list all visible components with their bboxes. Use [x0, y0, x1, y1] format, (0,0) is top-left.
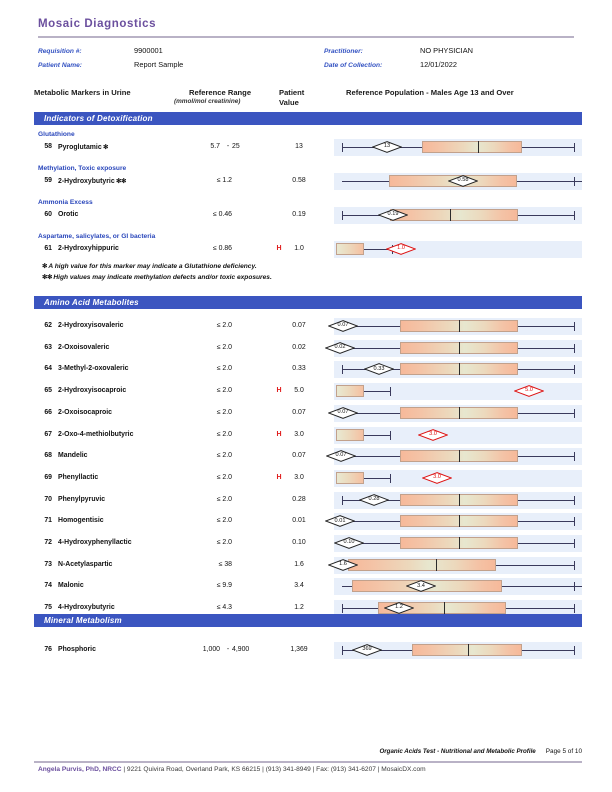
col-header-patient-value: Value: [279, 98, 299, 107]
patient-value-marker-label: 1.0: [397, 245, 405, 252]
row-index: 70: [44, 495, 52, 503]
value-graph: [334, 139, 582, 156]
row-index: 65: [44, 387, 52, 395]
value-graph: [334, 492, 582, 509]
row-index: 62: [44, 322, 52, 329]
reference-limit: ≤ 2.0: [216, 343, 232, 351]
analyte-name: 2-Hydroxybutyric ✻✻: [58, 178, 126, 185]
graph-tick: [574, 177, 575, 186]
row-index: 71: [44, 517, 52, 525]
row-index: 58: [44, 143, 52, 150]
graph-tick: [342, 143, 343, 152]
reference-limit: ≤ 2.0: [216, 517, 232, 525]
row-index: 60: [44, 211, 52, 218]
patient-value: 3.0: [294, 430, 304, 438]
reference-dash: -: [226, 143, 230, 150]
patient-value-marker-label: 0.07: [337, 322, 349, 329]
footer-title-text: Organic Acids Test - Nutritional and Metabolic Profile: [379, 748, 536, 755]
footnote-marker-icon: ✻: [42, 263, 49, 270]
row-index: 73: [44, 560, 52, 568]
median-marker: [436, 559, 437, 571]
analyte-name: Phenylpyruvic: [58, 495, 106, 503]
table-row: [34, 535, 582, 552]
row-index: 66: [44, 408, 52, 416]
patient-value: 3.4: [294, 582, 304, 590]
graph-tick: [574, 582, 575, 591]
practitioner-label: Practitioner:: [324, 48, 363, 55]
patient-value-marker: [328, 559, 358, 571]
patient-value: 0.33: [292, 365, 306, 373]
row-index: 63: [44, 343, 52, 351]
graph-tick: [574, 496, 575, 505]
value-graph: [334, 340, 582, 357]
patient-value-marker: [359, 494, 389, 506]
table-row: [34, 173, 582, 190]
patient-value-marker-label: 0.07: [337, 409, 349, 415]
value-graph: [334, 241, 582, 258]
analyte-name: 2-Oxoisovaleric: [58, 343, 110, 351]
group-label: Methylation, Toxic exposure: [38, 165, 127, 172]
graph-tick: [342, 496, 343, 505]
table-row: [34, 578, 582, 595]
patient-value-marker-label: 369: [362, 646, 372, 653]
footnote-marker-icon: ✻✻: [114, 178, 126, 185]
brand-header: [38, 18, 574, 38]
table-row: [34, 557, 582, 574]
footer-report-title: [379, 748, 582, 755]
footnote-2: [42, 273, 272, 281]
patient-value: 0.07: [292, 322, 306, 329]
value-graph: [334, 448, 582, 465]
table-row: [34, 470, 582, 487]
graph-axis: [364, 391, 390, 392]
col-header-markers: Metabolic Markers in Urine: [34, 88, 131, 97]
value-graph: [334, 557, 582, 574]
reference-limit: ≤ 2.0: [216, 539, 232, 546]
footnote-1: [42, 262, 257, 270]
patient-value-marker: [334, 537, 364, 549]
reference-range-box: [336, 385, 364, 397]
row-index: 67: [44, 430, 52, 438]
patient-value: 0.58: [292, 177, 306, 184]
analyte-name: Mandelic: [58, 452, 88, 460]
table-row: [34, 207, 582, 224]
reference-limit: ≤ 2.0: [216, 473, 232, 481]
patient-value-marker: [378, 209, 408, 221]
footnote-marker-icon: ✻✻: [42, 274, 54, 281]
patient-value: 0.07: [292, 408, 306, 416]
patient-value-marker: [328, 320, 358, 332]
patient-value-marker-label: 1.2: [395, 604, 403, 611]
graph-tick: [574, 409, 575, 418]
table-row: [34, 513, 582, 530]
patient-value: 0.28: [292, 495, 306, 503]
table-column-headers: [34, 88, 582, 112]
footer-divider: [34, 761, 582, 763]
patient-value-marker-label: 0.10: [343, 539, 355, 546]
median-marker: [459, 494, 460, 506]
graph-axis: [364, 435, 390, 436]
patient-value-marker-label: 0.07: [335, 452, 347, 459]
row-index: 72: [44, 539, 52, 546]
value-graph: [334, 207, 582, 224]
group-label: Glutathione: [38, 131, 75, 138]
patient-value-marker: [325, 342, 355, 354]
patient-value: 3.0: [294, 473, 304, 481]
median-marker: [450, 209, 451, 221]
analyte-name: Orotic: [58, 211, 79, 218]
row-index: 74: [44, 582, 52, 590]
patient-value: 0.02: [292, 343, 306, 351]
practitioner-value: NO PHYSICIAN: [420, 46, 473, 55]
patient-value: 1.0: [294, 245, 304, 252]
patient-value-marker: [325, 515, 355, 527]
col-header-patient: Patient: [279, 88, 305, 97]
group-label: Aspartame, salicylates, or GI bacteria: [38, 233, 156, 240]
table-row: [34, 492, 582, 509]
patient-value: 1,369: [290, 646, 308, 653]
high-flag-badge: H: [276, 430, 282, 438]
patient-value-marker: [328, 407, 358, 419]
footer-contact-details: | 9221 Quivira Road, Overland Park, KS 66215 | (913) 341-8949 | Fax: (913) 341-6207 | MosaicDX.com: [121, 766, 426, 773]
reference-low: 5.7: [210, 143, 220, 150]
patient-value-marker: [406, 580, 436, 592]
high-flag-badge: H: [276, 245, 282, 252]
reference-range-box: [422, 141, 522, 153]
row-index: 59: [44, 177, 52, 184]
patient-value-marker: [384, 602, 414, 614]
analyte-name: 2-Hydroxyhippuric: [58, 245, 119, 252]
value-graph: [334, 405, 582, 422]
graph-tick: [574, 143, 575, 152]
requisition-label: Requisition #:: [38, 48, 82, 55]
patient-value-marker: [352, 644, 382, 656]
median-marker: [459, 537, 460, 549]
analyte-name: 2-Hydroxyisovaleric: [58, 322, 124, 329]
section-header-3: Mineral Metabolism: [34, 614, 582, 627]
median-marker: [444, 602, 445, 614]
patient-value-marker-label: 3.0: [433, 474, 441, 481]
median-marker: [478, 141, 479, 153]
reference-limit: ≤ 38: [218, 560, 232, 568]
median-marker: [459, 515, 460, 527]
graph-tick: [574, 646, 575, 655]
reference-limit: ≤ 2.0: [216, 387, 232, 395]
graph-tick: [574, 344, 575, 353]
patient-value: 0.19: [292, 211, 306, 218]
graph-tick: [342, 604, 343, 613]
graph-tick: [574, 539, 575, 548]
reference-limit: ≤ 9.9: [216, 582, 232, 590]
patient-value-marker-label: 13: [383, 143, 391, 150]
patient-value: 13: [295, 143, 303, 150]
table-row: [34, 340, 582, 357]
table-row: [34, 427, 582, 444]
reference-limit: ≤ 0.46: [212, 211, 232, 218]
collection-date-label: Date of Collection:: [324, 62, 383, 69]
table-row: [34, 405, 582, 422]
reference-range-box: [336, 472, 364, 484]
footnote-text: High values may indicate methylation defects and/or toxic exposures.: [53, 274, 272, 281]
reference-limit: ≤ 2.0: [216, 495, 232, 503]
analyte-name: 2-Oxoisocaproic: [58, 408, 112, 416]
value-graph: [334, 318, 582, 335]
graph-tick: [390, 387, 391, 396]
footer-page-number: Page 5 of 10: [545, 748, 582, 755]
median-marker: [459, 450, 460, 462]
meta-row-patient: [38, 60, 578, 74]
patient-value-marker-label: 0.19: [387, 211, 399, 218]
patient-value: 0.01: [292, 517, 306, 525]
median-marker: [459, 320, 460, 332]
patient-value: 1.2: [294, 604, 304, 612]
patient-value-marker-label: 0.01: [334, 517, 346, 524]
patient-name-value: Report Sample: [134, 60, 184, 69]
section-header-2: Amino Acid Metabolites: [34, 296, 582, 309]
row-index: 64: [44, 365, 52, 373]
reference-range-box: [336, 429, 364, 441]
graph-tick: [574, 211, 575, 220]
graph-tick: [342, 365, 343, 374]
value-graph: [334, 513, 582, 530]
patient-name-label: Patient Name:: [38, 62, 82, 69]
header-divider: [38, 36, 574, 38]
section-header-1: Indicators of Detoxification: [34, 112, 582, 125]
footnote-marker-icon: ✻: [101, 144, 108, 151]
analyte-name: 2-Oxo-4-methiolbutyric: [58, 430, 134, 438]
row-index: 75: [44, 604, 52, 612]
patient-value: 5.0: [294, 387, 304, 395]
meta-row-requisition: [38, 46, 578, 60]
reference-low: 1,000: [202, 646, 220, 653]
reference-limit: ≤ 2.0: [216, 365, 232, 373]
patient-value-marker: [364, 363, 394, 375]
patient-value-marker: [372, 141, 402, 153]
patient-value-marker-label: 0.58: [457, 177, 469, 184]
reference-dash: -: [226, 646, 230, 653]
patient-value: 0.07: [292, 452, 306, 460]
value-graph: [334, 383, 582, 400]
patient-value: 0.10: [292, 539, 306, 546]
row-index: 76: [44, 646, 52, 653]
reference-limit: ≤ 2.0: [216, 452, 232, 460]
table-row: [34, 448, 582, 465]
reference-range-box: [336, 243, 364, 255]
reference-limit: ≤ 2.0: [216, 408, 232, 416]
graph-tick: [574, 517, 575, 526]
median-marker: [459, 363, 460, 375]
value-graph: [334, 427, 582, 444]
col-header-ref-range: Reference Range: [189, 88, 252, 97]
value-graph: [334, 361, 582, 378]
analyte-name: Pyroglutamic ✻: [58, 144, 108, 151]
analyte-name: Malonic: [58, 582, 84, 590]
analyte-name: N-Acetylaspartic: [58, 560, 113, 568]
reference-range-box: [387, 209, 518, 221]
patient-value-marker-label: 3.4: [417, 582, 425, 589]
analyte-name: 4-Hydroxyphenyllactic: [58, 539, 132, 546]
median-marker: [459, 342, 460, 354]
patient-value-marker: [422, 472, 452, 484]
patient-value-marker-label: 0.33: [373, 365, 385, 372]
table-row: [34, 241, 582, 258]
value-graph: [334, 470, 582, 487]
patient-value-marker-label: 3.0: [429, 430, 437, 437]
brand-logo: Mosaic Diagnostics: [38, 18, 157, 30]
reference-high: 25: [232, 143, 240, 150]
patient-value-marker: [418, 429, 448, 441]
reference-limit: ≤ 2.0: [216, 322, 232, 329]
requisition-value: 9900001: [134, 46, 163, 55]
patient-value-marker-label: 0.28: [368, 495, 380, 502]
patient-value: 1.6: [294, 560, 304, 568]
patient-value-marker: [514, 385, 544, 397]
graph-tick: [342, 211, 343, 220]
patient-value-marker: [326, 450, 356, 462]
analyte-name: 4-Hydroxybutyric: [58, 604, 115, 612]
value-graph: [334, 173, 582, 190]
footer-contact: [38, 766, 426, 773]
reference-limit: ≤ 1.2: [216, 177, 232, 184]
table-row: [34, 318, 582, 335]
reference-limit: ≤ 2.0: [216, 430, 232, 438]
median-marker: [459, 407, 460, 419]
median-marker: [468, 644, 469, 656]
graph-tick: [574, 365, 575, 374]
patient-value-marker: [386, 243, 416, 255]
row-index: 61: [44, 245, 52, 252]
high-flag-badge: H: [276, 473, 282, 481]
footer-lab-director: Angela Purvis, PhD, NRCC: [38, 766, 122, 773]
col-header-population: Reference Population - Males Age 13 and Over: [346, 88, 514, 97]
table-row: [34, 383, 582, 400]
patient-value-marker-label: 1.6: [339, 560, 347, 567]
group-label: Ammonia Excess: [38, 199, 93, 206]
graph-tick: [574, 452, 575, 461]
reference-limit: ≤ 4.3: [216, 604, 232, 612]
analyte-name: Homogentisic: [58, 517, 104, 525]
graph-tick: [390, 431, 391, 440]
value-graph: [334, 535, 582, 552]
table-row: [34, 642, 582, 659]
reference-range-box: [412, 644, 522, 656]
high-flag-badge: H: [276, 387, 282, 395]
table-row: [34, 361, 582, 378]
patient-value-marker-label: 0.02: [334, 343, 346, 350]
value-graph: [334, 578, 582, 595]
reference-limit: ≤ 0.86: [212, 245, 232, 252]
analyte-name: 3-Methyl-2-oxovaleric: [58, 365, 129, 373]
patient-value-marker-label: 5.0: [525, 387, 533, 394]
col-header-ref-range-units: (mmol/mol creatinine): [174, 98, 241, 105]
row-index: 69: [44, 473, 52, 481]
reference-high: 4,900: [232, 646, 250, 653]
graph-tick: [574, 561, 575, 570]
graph-tick: [574, 604, 575, 613]
patient-value-marker: [448, 175, 478, 187]
analyte-name: Phenyllactic: [58, 473, 99, 481]
graph-tick: [390, 474, 391, 483]
table-row: [34, 139, 582, 156]
value-graph: [334, 642, 582, 659]
graph-tick: [574, 322, 575, 331]
analyte-name: Phosphoric: [58, 646, 96, 653]
footnote-text: A high value for this marker may indicate a Glutathione deficiency.: [48, 263, 257, 270]
graph-tick: [342, 646, 343, 655]
analyte-name: 2-Hydroxyisocaproic: [58, 387, 127, 395]
collection-date-value: 12/01/2022: [420, 60, 457, 69]
reference-range-box: [348, 559, 496, 571]
patient-meta: [38, 46, 578, 74]
graph-axis: [364, 478, 390, 479]
row-index: 68: [44, 452, 52, 460]
